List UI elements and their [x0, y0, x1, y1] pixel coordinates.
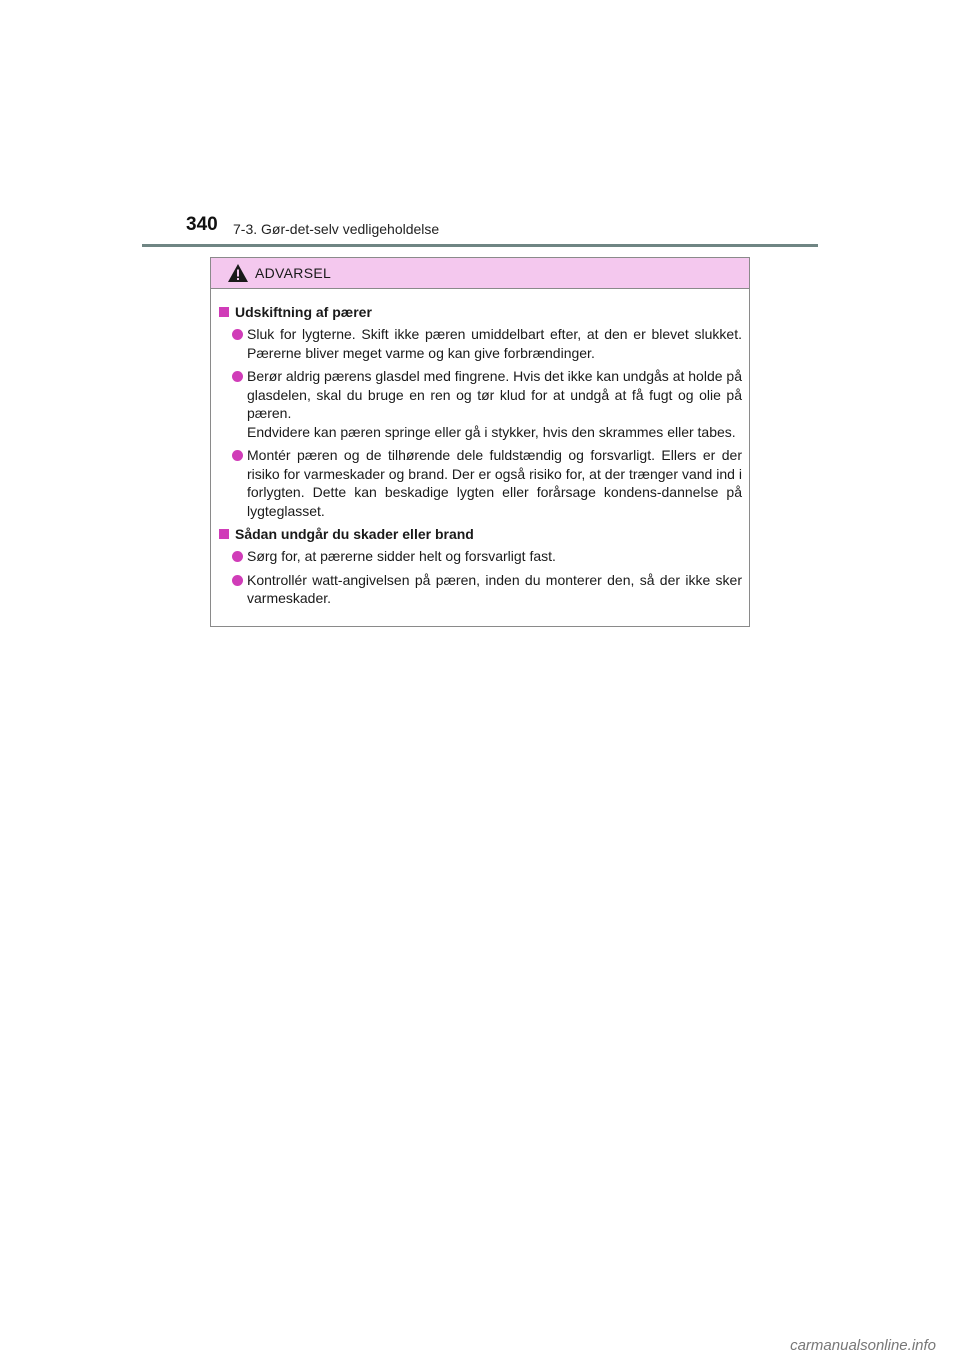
section-heading-damage — [217, 525, 743, 543]
square-bullet-icon — [219, 529, 229, 539]
warning-triangle-icon — [227, 263, 249, 283]
circle-bullet-icon — [232, 575, 243, 586]
section-title: 7-3. Gør-det-selv vedligeholdelse — [233, 221, 440, 237]
list-item-text: Kontrollér watt-angivelsen på pæren, inden du monterer den, så der ikke sker varmeskader. — [247, 571, 742, 606]
circle-bullet-icon — [232, 329, 243, 340]
list-item — [217, 547, 743, 566]
list-item — [217, 367, 743, 441]
list-item — [217, 446, 743, 520]
list-item — [217, 325, 743, 362]
page-header — [186, 214, 826, 244]
warning-body — [211, 289, 749, 608]
list-item-text: Sørg for, at pærerne sidder helt og forsvarligt fast. — [247, 548, 556, 564]
section-heading-text: Udskiftning af pærer — [235, 304, 372, 320]
circle-bullet-icon — [232, 551, 243, 562]
list-item-text: Sluk for lygterne. Skift ikke pæren umiddelbart efter, at den er blevet slukket. Pærerne bliver meget varme og kan give forbrændinger. — [247, 326, 742, 361]
header-rule — [142, 244, 818, 247]
section-heading-bulbs — [217, 303, 743, 321]
circle-bullet-icon — [232, 371, 243, 382]
page-number: 340 — [186, 214, 218, 235]
warning-header — [211, 258, 749, 289]
list-item — [217, 571, 743, 608]
warning-title: ADVARSEL — [255, 265, 332, 281]
square-bullet-icon — [219, 307, 229, 317]
list-item-text-continued: Endvidere kan pæren springe eller gå i stykker, hvis den skrammes eller tabes. — [247, 423, 736, 440]
section-heading-text: Sådan undgår du skader eller brand — [235, 526, 474, 542]
list-item-text: Berør aldrig pærens glasdel med fingrene. Hvis det ikke kan undgås at holde på glasdelen, skal du bruge en ren og tør klud for at undgå at få fugt og olie på pæren. — [247, 368, 742, 421]
warning-box — [210, 257, 750, 627]
list-item-text: Montér pæren og de tilhørende dele fuldstændig og forsvarligt. Ellers er der risiko for varmeskader og brand. Der er også risiko for, at der trænger vand ind i forlygten. Dette kan beskadige lygten eller forårsage kondens-dannelse på lygteglasset. — [247, 447, 742, 519]
watermark: carmanualsonline.info — [790, 1337, 936, 1354]
circle-bullet-icon — [232, 450, 243, 461]
